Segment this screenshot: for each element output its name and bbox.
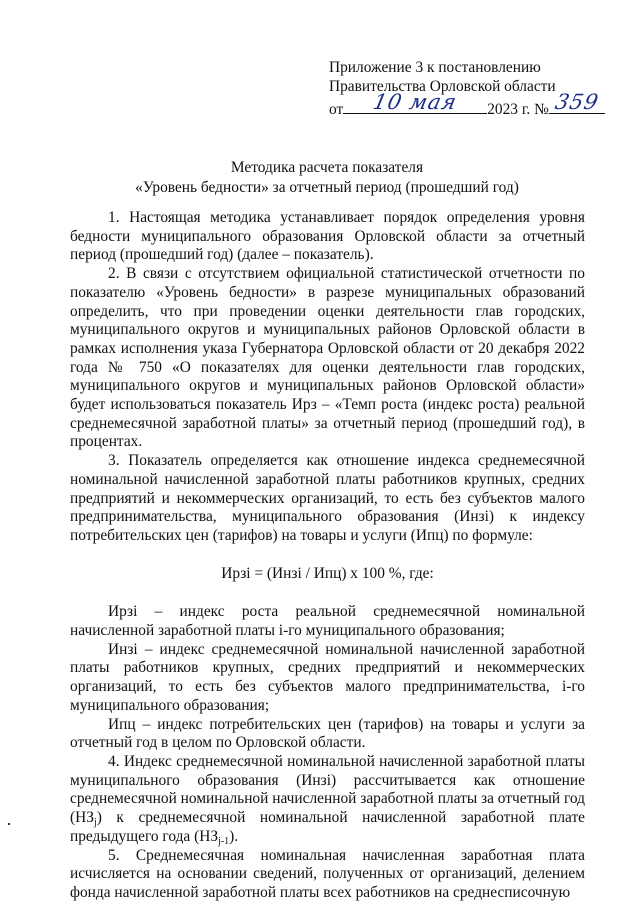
paragraph-4 (70, 753, 585, 847)
document-body (70, 209, 585, 903)
paragraph-1: 1. Настоящая методика устанавливает порядок определения уровня бедности муниципального образования Орловской области за отчетный период (прошедший год) (далее – показатель). (70, 209, 585, 264)
paragraph-4-end: ). (229, 827, 239, 845)
appendix-date-line (329, 90, 619, 119)
title-line-2: «Уровень бедности» за отчетный период (прошедший год) (135, 179, 519, 196)
number-blank (549, 90, 605, 114)
appendix-header (329, 58, 619, 119)
appendix-line-2: Правительства Орловской области (329, 78, 556, 95)
formula: Ирзі = (Инзі / Ипц) х 100 %, где: (221, 564, 434, 582)
paragraph-4-main: 4. Индекс среднемесячной номинальной начисленной заработной платы муниципального образования (Инзі) рассчитывается как отношение среднемесячной номинальной начисленной заработной платы за отчетный год (70, 752, 585, 808)
definition-ipc: Ипц – индекс потребительских цен (тарифов) на товары и услуги за отчетный год в целом по Орловской области. (70, 715, 585, 752)
paragraph-3: 3. Показатель определяется как отношение индекса среднемесячной номинальной начисленной заработной платы работников крупных, средних предприятий и некоммерческих организаций, то есть без субъектов малого предпринимательства, муниципального образования (Инзі) к индексу потребительских цен (тарифов) на товары и услуги (Ипц) по формуле: (70, 452, 585, 544)
date-blank (343, 90, 487, 114)
scan-speck (8, 823, 10, 825)
paragraph-5: 5. Среднемесячная номинальная начисленная заработная плата исчисляется на основании сведений, полученных от организаций, делением фонда начисленной заработной платы всех работников на среднесписочную (70, 846, 585, 901)
definition-irz: Ирзі – индекс роста реальной среднемесячной номинальной начисленной заработной платы і-го муниципального образования; (70, 603, 585, 640)
handwritten-date: 10 мая (371, 90, 460, 114)
appendix-line-1: Приложение 3 к постановлению (329, 59, 541, 76)
paragraph-2: 2. В связи с отсутствием официальной статистической отчетности по показателю «Уровень бедности» в разрезе муниципальных образований определить, что при проведении оценки деятельности глав городских, муниципального округов и муниципальных районов Орловской области в рамках исполнения указа Губернатора Орловской области от 20 декабря 2022 года № 750 «О показателях для оценки деятельности глав городских, муниципального округов и муниципальных районов Орловской области» будет использоваться показатель Ирз – «Темп роста (индекс роста) реальной среднемесячной заработной платы» за отчетный период (прошедший год), в процентах. (70, 265, 585, 451)
definition-inz: Инзі – индекс среднемесячной номинальной начисленной заработной платы работников крупных, средних предприятий и некоммерческих организаций, то есть без субъектов малого предпринимательства, і-го муниципального образования; (70, 640, 585, 714)
date-prefix: от (329, 101, 344, 118)
document-title (70, 158, 584, 198)
subscript-j: j (93, 817, 97, 829)
handwritten-number: 359 (552, 90, 602, 114)
title-line-1: Методика расчета показателя (230, 159, 424, 176)
paragraph-4-nz: (НЗ (70, 809, 94, 827)
subscript-j-1: j-1 (218, 835, 230, 847)
paragraph-4-mid: ) к среднемесячной номинальной начисленной заработной плате предыдущего года (НЗ (70, 809, 585, 845)
year-number-label: 2023 г. № (487, 101, 549, 118)
